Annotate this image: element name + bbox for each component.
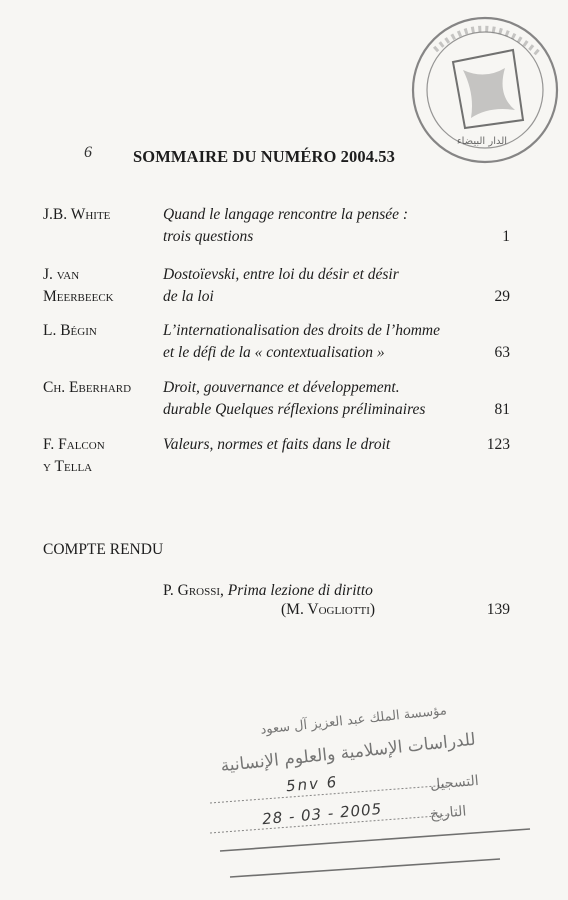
entry-title <box>163 320 483 364</box>
entry-author <box>43 377 161 399</box>
registration-stamp <box>200 705 540 890</box>
entry-author <box>43 204 161 226</box>
entry-page-number: 123 <box>486 436 510 453</box>
stamp-location-text: الدار البيضاء <box>456 136 508 147</box>
entry-title <box>163 377 483 421</box>
review-page-number: 139 <box>486 601 510 618</box>
author-line: F. Falcon <box>43 436 105 453</box>
title-line: et le défi de la « contextualisation » <box>163 344 385 361</box>
entry-author <box>43 434 161 478</box>
registration-institution-line: للدراسات الإسلامية والعلوم الإنسانية <box>219 729 477 777</box>
author-line: Meerbeeck <box>43 288 114 305</box>
entry-title <box>163 204 483 248</box>
title-line: Quand le langage rencontre la pensée : <box>163 206 409 223</box>
handwritten-registration-date: 28 - 03 - 2005 <box>261 799 383 829</box>
entry-author <box>43 264 161 308</box>
review-book-author: P. Grossi <box>163 582 221 599</box>
title-line: Valeurs, normes et faits dans le droit <box>163 436 391 453</box>
section-heading: COMPTE RENDU <box>43 541 164 558</box>
entry-page-number: 63 <box>494 344 510 361</box>
handwritten-page-number: 6 <box>84 144 92 161</box>
entry-author <box>43 320 161 342</box>
registration-date-label: التاريخ <box>429 803 467 823</box>
registration-institution-line: مؤسسة الملك عبد العزيز آل سعود <box>259 703 448 738</box>
author-line: y Tella <box>43 458 93 475</box>
entry-page-number: 81 <box>494 401 510 418</box>
author-line: Ch. Eberhard <box>43 379 132 396</box>
author-line: J. van <box>43 266 80 283</box>
title-line: trois questions <box>163 228 254 245</box>
title-line: Dostoïevski, entre loi du désir et désir <box>163 266 399 283</box>
handwritten-registration-number: 5nv 6 <box>285 772 339 796</box>
comma-separator: , <box>220 582 228 599</box>
entry-page-number: 29 <box>494 288 510 305</box>
title-line: Droit, gouvernance et développement. <box>163 379 400 396</box>
review-book-title: Prima lezione di diritto <box>227 582 373 599</box>
review-reviewer: (M. Vogliotti) <box>281 601 376 618</box>
entry-page-number: 1 <box>502 228 510 245</box>
title-line: L’internationalisation des droits de l’homme <box>163 322 440 339</box>
registration-lines-icon <box>200 705 540 890</box>
registration-number-label: التسجيل <box>429 772 480 794</box>
author-line: J.B. White <box>43 206 111 223</box>
page-title: SOMMAIRE DU NUMÉRO 2004.53 <box>133 147 396 166</box>
entry-title <box>163 264 483 308</box>
author-line: L. Bégin <box>43 322 97 339</box>
title-line: de la loi <box>163 288 214 305</box>
title-line: durable Quelques réflexions préliminaires <box>163 401 426 418</box>
entry-title <box>163 434 483 456</box>
